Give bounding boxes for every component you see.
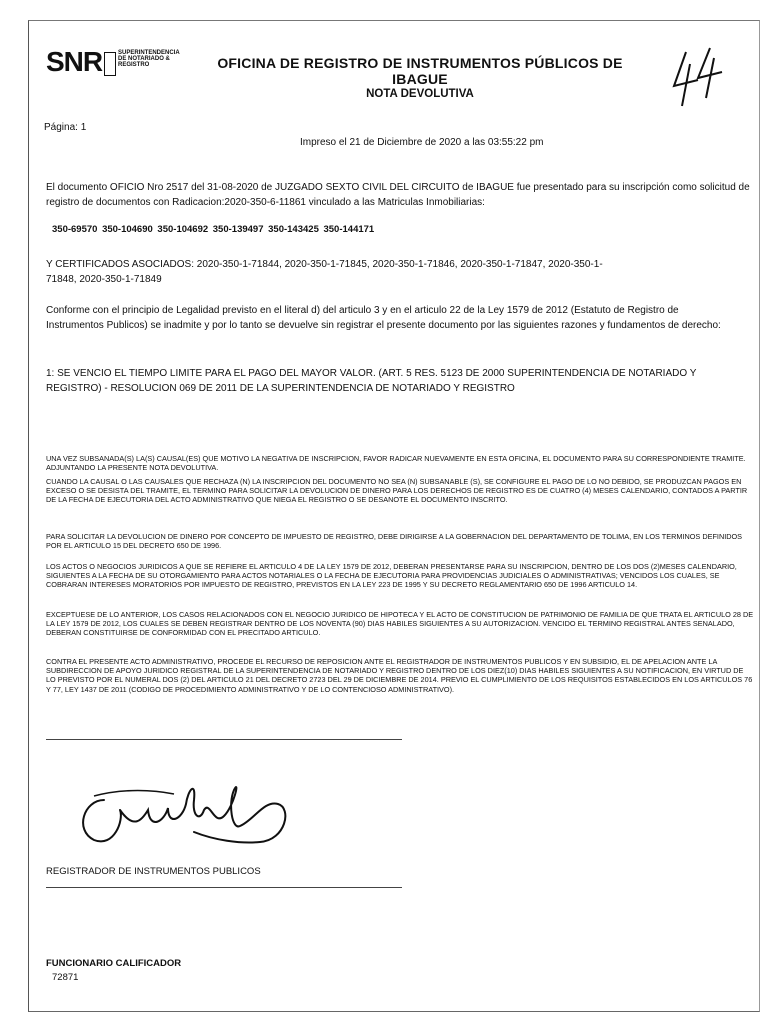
document-type: NOTA DEVOLUTIVA — [366, 88, 474, 100]
handwritten-folio-mark — [668, 42, 728, 114]
certificados-asociados: Y CERTIFICADOS ASOCIADOS: 2020-350-1-71844, 2020-350-1-71845, 2020-350-1-71846, 2020-350-1-71847, 2020-350-1-71848, 2020-350-1-71849 — [46, 259, 603, 285]
registrar-signature — [64, 760, 304, 856]
note-resubmit: UNA VEZ SUBSANADA(S) LA(S) CAUSAL(ES) QUE MOTIVO LA NEGATIVA DE INSCRIPCION, FAVOR RADICAR NUEVAMENTE EN ESTA OFICINA, EL DOCUMENTO PARA SU CORRESPONDIENTE TRAMITE. ADJUNTANDO LA PRESENTE NOTA DEVOLUTIVA. — [46, 454, 746, 473]
reason-1: 1: SE VENCIO EL TIEMPO LIMITE PARA EL PAGO DEL MAYOR VALOR. (ART. 5 RES. 5123 DE 2000 SUPERINTENDENCIA DE NOTARIADO Y REGISTRO) - RESOLUCION 069 DE 2011 DE LA SUPERINTENDENCIA DE NOTARIADO Y REGISTRO — [46, 368, 697, 394]
signature-bottom-rule — [46, 887, 402, 888]
logo-subtext: SUPERINTENDENCIA DE NOTARIADO & REGISTRO — [118, 50, 180, 68]
note-recursos: CONTRA EL PRESENTE ACTO ADMINISTRATIVO, PROCEDE EL RECURSO DE REPOSICION ANTE EL REGISTRADOR DE INSTRUMENTOS PUBLICOS Y EN SUBSIDIO, EL DE APELACION ANTE LA SUBDIRECCION DE APOYO JURIDICO REGISTRAL DE LA SUPERINTENDENCIA DE NOTARIADO Y REGISTRO DENTRO DE LOS DIEZ(10) DIAS HABILES SIGUIENTES A SU NOTIFICACION, EN VIRTUD DE LO PREVISTO POR EL NUMERAL DOS (2) DEL ARTICULO 21 DEL DECRETO 2723 DEL 29 DE DICIEMBRE DE 2014. PREVIO EL CUMPLIMIENTO DE LOS REQUISITOS ESTABLECIDOS EN LOS ARTICULOS 76 Y 77, LEY 1437 DE 2011 (CODIGO DE PROCEDIMIENTO ADMINISTRATIVO Y DE LO CONTENCIOSO ADMINISTRATIVO). — [46, 657, 753, 694]
intro-paragraph: El documento OFICIO Nro 2517 del 31-08-2020 de JUZGADO SEXTO CIVIL DEL CIRCUITO de IBAGUE fue presentado para su inscripción como solicitud de registro de documentos con Radicacion:2020-350-6-11861 vinculado a las Matriculas Inmobiliarias: — [46, 182, 750, 208]
legalidad-paragraph: Conforme con el principio de Legalidad previsto en el literal d) del articulo 3 y en el articulo 22 de la Ley 1579 de 2012 (Estatuto de Registro de Instrumentos Publicos) se inadmite y por lo tanto se devuelve sin registrar el presente documento por las siguientes razones y fundamentos de derecho: — [46, 305, 721, 331]
snr-logo — [46, 46, 180, 86]
signature-top-rule — [46, 739, 402, 740]
note-plazos: LOS ACTOS O NEGOCIOS JURIDICOS A QUE SE REFIERE EL ARTICULO 4 DE LA LEY 1579 DE 2012, DEBERAN PRESENTARSE PARA SU INSCRIPCION, DENTRO DE LOS DOS (2)MESES CALENDARIO, SIGUIENTES A LA FECHA DE SU OTORGAMIENTO PARA ACTOS NOTARIALES O LA FECHA DE EJECUTORIA PARA PROVIDENCIAS JUDICIALES O ADMINISTRATIVAS; VENCIDOS LOS CUALES, SE COBRARAN INTERESES MORATORIOS POR IMPUESTO DE REGISTRO, PREVISTOS EN LA LEY 223 DE 1995 Y SU DECRETO REGLAMENTARIO 650 DE 1996 ARTICULO 14. — [46, 562, 737, 590]
official-label: FUNCIONARIO CALIFICADOR — [46, 958, 182, 969]
page-label: Página: 1 — [44, 122, 87, 133]
registrar-label: REGISTRADOR DE INSTRUMENTOS PUBLICOS — [46, 866, 261, 877]
logo-text: SNR — [46, 46, 103, 77]
office-title: OFICINA DE REGISTRO DE INSTRUMENTOS PÚBLICOS DE IBAGUE — [217, 55, 623, 87]
document-border — [28, 20, 760, 1012]
note-hipoteca: EXCEPTUESE DE LO ANTERIOR, LOS CASOS RELACIONADOS CON EL NEGOCIO JURIDICO DE HIPOTECA Y EL ACTO DE CONSTITUCION DE PATRIMONIO DE FAMILIA DE QUE TRATA EL ARTICULO 28 DE LA LEY 1579 DE 2012, LOS CUALES SE DEBEN REGISTRAR DENTRO DE LOS NOVENTA (90) DIAS HABILES SIGUIENTES A SU AUTORIZACION. VENCIDO EL TERMINO REGISTRAL ANTES SENALADO, DEBERAN CONSTITUIRSE DE CONFORMIDAD CON EL PRECITADO ARTICULO. — [46, 610, 754, 638]
official-number: 72871 — [52, 972, 79, 983]
printed-date: Impreso el 21 de Diciembre de 2020 a las 03:55:22 pm — [300, 137, 544, 148]
note-refund-derechos: CUANDO LA CAUSAL O LAS CAUSALES QUE RECHAZA (N) LA INSCRIPCION DEL DOCUMENTO NO SEA (N) SUBSANABLE (S), SE CONFIGURE EL PAGO DE LO NO DEBIDO, SE PRODUZCAN PAGOS EN EXCESO O SE DESISTA DEL TRAMITE, EL TERMINO PARA SOLICITAR LA DEVOLUCION DE DINERO PARA LOS DERECHOS DE REGISTRO ES DE CUATRO (4) MESES CALENDARIO, CONTADOS A PARTIR DE LA FECHA DE EJECUTORIA DEL ACTO ADMINISTRATIVO QUE NIEGA EL REGISTRO O SE DESANOTE EL DOCUMENTO INSCRITO. — [46, 477, 748, 505]
note-refund-impuesto: PARA SOLICITAR LA DEVOLUCION DE DINERO POR CONCEPTO DE IMPUESTO DE REGISTRO, DEBE DIRIGIRSE A LA GOBERNACION DEL DEPARTAMENTO DE TOLIMA, EN LOS TERMINOS DEFINIDOS POR EL ARTICULO 15 DEL DECRETO 650 DE 1996. — [46, 532, 743, 551]
logo-mark — [104, 52, 116, 76]
matriculas-list: 350-69570 350-104690 350-104692 350-139497 350-143425 350-144171 — [52, 224, 375, 235]
